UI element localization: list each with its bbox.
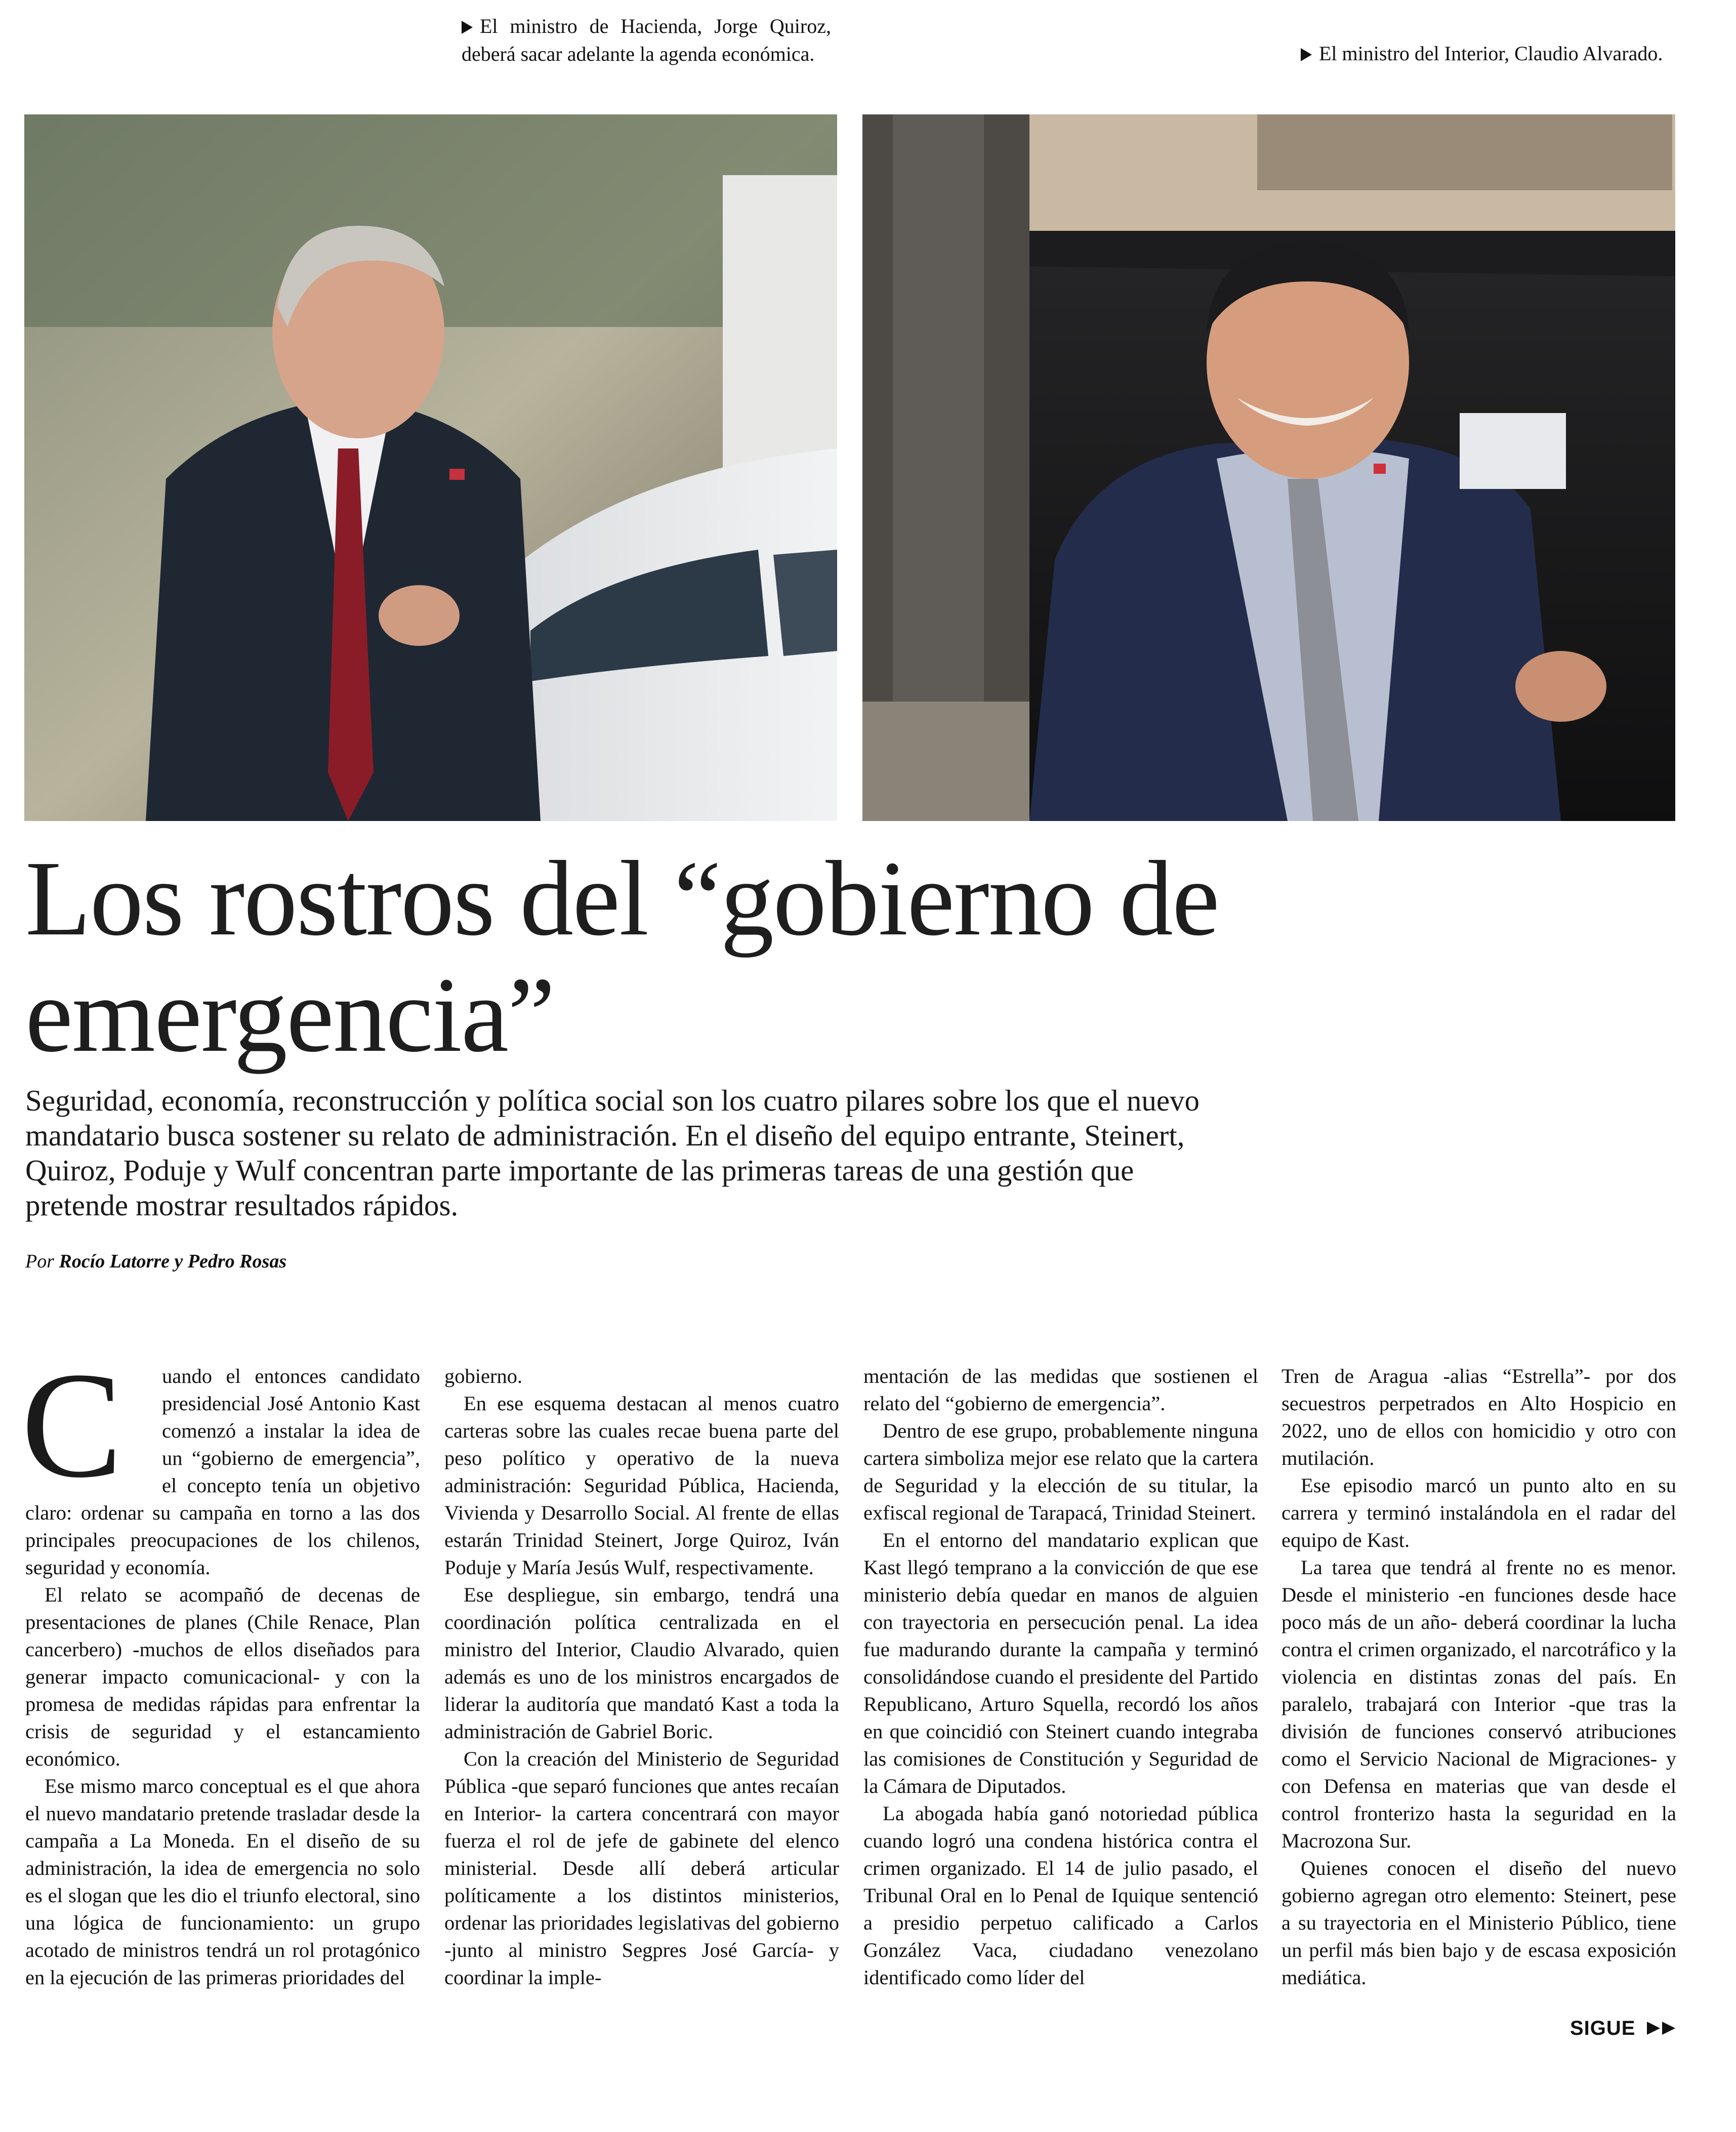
paragraph: uando el entonces candidato presidencial José Antonio Kast comenzó a instalar la idea de un “gobierno de emergencia”, el concepto tenía un objetivo claro: ordenar su campaña en torno a las dos principales preocupaciones de los chilenos, seguridad y economía. bbox=[25, 1365, 420, 1579]
article-deck: Seguridad, economía, reconstrucción y política social son los cuatro pilares sobre los que el nuevo mandatario busca sostener su relato de administración. En el diseño del equipo entrante, Steinert, Quiroz, Poduje y Wulf concentran parte importante de las primeras tareas de una gestión que pretende mostrar resultados rápidos. bbox=[25, 1084, 1200, 1222]
paragraph: La tarea que tendrá al frente no es menor. Desde el ministerio -en funciones desde hace poco más de un año- deberá coordinar la lucha contra el crimen organizado, el narcotráfico y la violencia en distintas zonas del país. En paralelo, trabajará con Interior -que tras la división de funciones conservó atribuciones como el Servicio Nacional de Migraciones- y con Defensa en materias que van desde el control fronterizo hasta la seguridad en la Macrozona Sur. bbox=[1282, 1556, 1676, 1852]
drop-cap: C bbox=[21, 1341, 123, 1509]
page-title: Los rostros del “gobierno de emergencia” bbox=[25, 839, 1219, 1074]
paragraph: Quienes conocen el diseño del nuevo gobierno agregan otro elemento: Steinert, pese a su trayectoria en el Ministerio Público, tiene un perfil más bien bajo y de escasa exposición mediática. bbox=[1282, 1857, 1676, 1989]
byline bbox=[25, 1250, 286, 1273]
paragraph: En ese esquema destacan al menos cuatro carteras sobre las cuales recae buena parte del peso político y operativo de la nueva administración: Seguridad Pública, Hacienda, Vivienda y Desarrollo Social. Al frente de ellas estarán Trinidad Steinert, Jorge Quiroz, Iván Poduje y María Jesús Wulf, respectivamente. bbox=[444, 1392, 839, 1579]
photo-caption-quiroz bbox=[462, 12, 831, 68]
paragraph: Ese despliegue, sin embargo, tendrá una coordinación política centralizada en el ministro del Interior, Claudio Alvarado, quien además es uno de los ministros encargados de liderar la auditoría que mandató Kast a toda la administración de Gabriel Boric. bbox=[444, 1583, 839, 1743]
paragraph: En el entorno del mandatario explican que Kast llegó temprano a la convicción de que ese ministerio debía quedar en manos de alguien con trayectoria en persecución penal. La idea fue madurando durante la campaña y terminó consolidándose cuando el presidente del Partido Republicano, Arturo Squella, recordó los años en que coincidió con Steinert cuando integraba las comisiones de Constitución y Seguridad de la Cámara de Diputados. bbox=[863, 1529, 1258, 1797]
caption-text: El ministro del Interior, Claudio Alvarado. bbox=[1319, 42, 1663, 65]
article-column-3 bbox=[863, 1363, 1258, 1991]
byline-prefix: Por bbox=[25, 1251, 54, 1272]
article-column-4 bbox=[1282, 1363, 1676, 1991]
paragraph: La abogada había ganó notoriedad pública cuando logró una condena histórica contra el crimen organizado. El 14 de julio pasado, el Tribunal Oral en lo Penal de Iquique sentenció a presidio perpetuo calificado a Carlos González Vaca, ciudadano venezolano identificado como líder del bbox=[863, 1802, 1258, 1989]
continue-marker bbox=[1570, 2017, 1677, 2040]
article-column-2 bbox=[444, 1363, 839, 1991]
photo-quiroz bbox=[24, 114, 837, 821]
paragraph: Ese episodio marcó un punto alto en su carrera y terminó instalándola en el radar del equipo de Kast. bbox=[1282, 1474, 1676, 1551]
byline-authors: Rocío Latorre y Pedro Rosas bbox=[59, 1251, 287, 1272]
article-column-1 bbox=[21, 1341, 420, 1991]
paragraph: mentación de las medidas que sostienen el relato del “gobierno de emergencia”. bbox=[863, 1365, 1258, 1415]
caption-text: El ministro de Hacienda, Jorge Quiroz, deberá sacar adelante la agenda económica. bbox=[462, 15, 831, 65]
photo-alvarado bbox=[862, 114, 1675, 821]
double-triangle-icon bbox=[1647, 2021, 1677, 2036]
paragraph: El relato se acompañó de decenas de presentaciones de planes (Chile Renace, Plan cancerbero) -muchos de ellos diseñados para generar impacto comunicacional- y con la promesa de medidas rápidas para enfrentar la crisis de seguridad y el estancamiento económico. bbox=[25, 1583, 420, 1770]
paragraph: Con la creación del Ministerio de Seguridad Pública -que separó funciones que antes recaían en Interior- la cartera concentrará con mayor fuerza el rol de jefe de gabinete del elenco ministerial. Desde allí deberá articular políticamente a los distintos ministerios, ordenar las prioridades legislativas del gobierno -junto al ministro Segpres José García- y coordinar la imple- bbox=[444, 1747, 839, 1989]
paragraph: Ese mismo marco conceptual es el que ahora el nuevo mandatario pretende trasladar desde la campaña a La Moneda. En el diseño de su administración, la idea de emergencia no solo es el slogan que les dio el triunfo electoral, sino una lógica de funcionamiento: un grupo acotado de ministros tendrá un rol protagónico en la ejecución de las primeras prioridades del bbox=[25, 1775, 420, 1989]
paragraph: Tren de Aragua -alias “Estrella”- por dos secuestros perpetrados en Alto Hospicio en 2022, uno de ellos con homicidio y otro con mutilación. bbox=[1282, 1365, 1676, 1469]
continue-label: SIGUE bbox=[1570, 2017, 1636, 2039]
paragraph: gobierno. bbox=[444, 1365, 523, 1387]
photo-caption-alvarado bbox=[1301, 39, 1675, 67]
play-triangle-icon bbox=[1301, 48, 1312, 61]
play-triangle-icon bbox=[462, 21, 473, 34]
paragraph: Dentro de ese grupo, probablemente ninguna cartera simboliza mejor ese relato que la cartera de Seguridad y la elección de su titular, la exfiscal regional de Tarapacá, Trinidad Steinert. bbox=[863, 1419, 1258, 1524]
